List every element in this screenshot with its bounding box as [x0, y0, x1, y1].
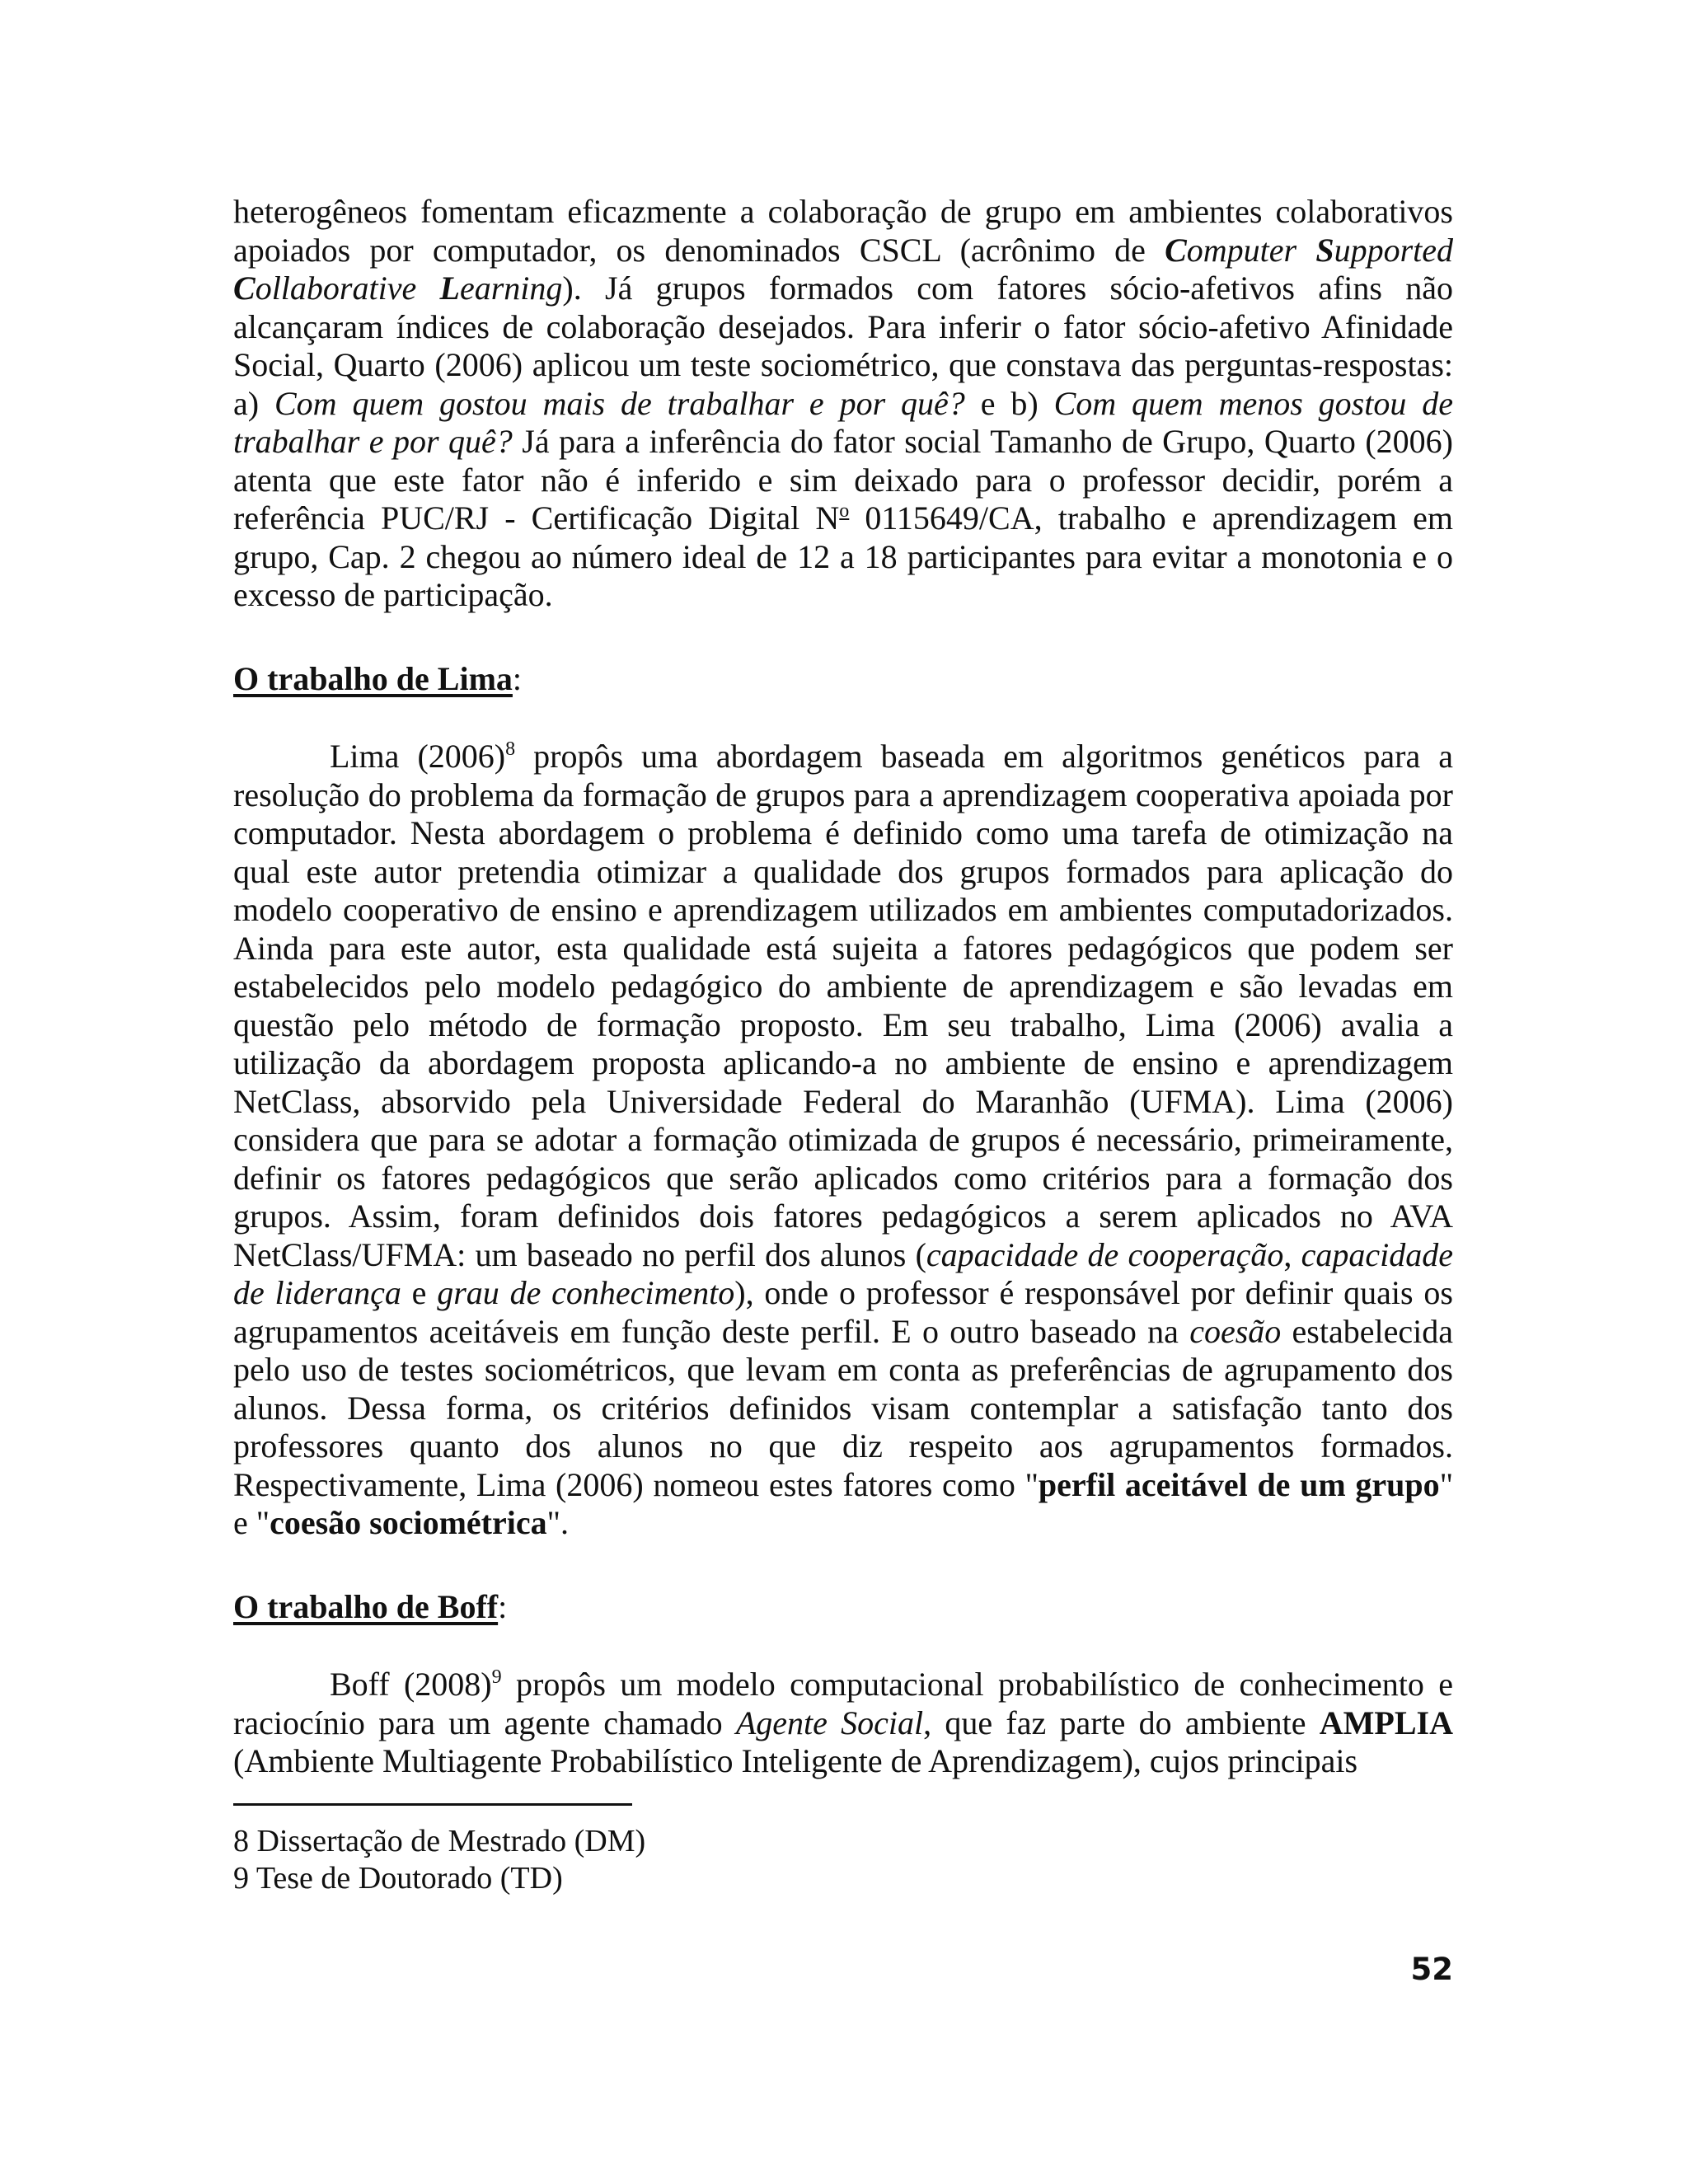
acronym-letter-l: L	[439, 269, 460, 307]
bold-term: perfil aceitável de um grupo	[1038, 1465, 1440, 1503]
acronym-letter-c2: C	[233, 269, 256, 307]
heading-colon: :	[498, 1587, 508, 1625]
paragraph-lima	[233, 738, 1453, 1543]
main-text	[233, 193, 1453, 1781]
paragraph-quarto-continuation	[233, 193, 1453, 615]
italic-term: grau de conhecimento	[437, 1274, 735, 1311]
footnotes	[233, 1823, 1453, 1897]
text-run: Lima (2006)	[330, 738, 506, 775]
acronym-letter-c: C	[1165, 231, 1187, 269]
text-run: Já para a inferência do fator social Tamanho de Grupo, Quarto (2006) atenta que este fator não é inferido e sim deixado para o professor decidir, porém a referência PUC/RJ - Certificação Digital N	[233, 423, 1454, 537]
text-run: (Ambiente Multiagente Probabilístico Inteligente de Aprendizagem), cujos principais	[233, 1742, 1358, 1779]
question-b: Com quem menos gostou de trabalhar e por quê?	[233, 384, 1453, 460]
heading-colon: :	[512, 659, 523, 697]
text-run: e	[401, 1274, 438, 1311]
text-run: upported	[1334, 231, 1454, 269]
page-number: 52	[1410, 1952, 1453, 1987]
heading-text: O trabalho de Lima	[233, 659, 513, 697]
section-heading-lima	[233, 660, 1453, 699]
text-run: ".	[546, 1504, 569, 1541]
footnote-ref-8: 8	[505, 738, 516, 760]
text-run: earning	[459, 269, 563, 307]
text-run: " e "	[233, 1465, 1454, 1541]
text-run: ,	[1283, 1235, 1301, 1273]
footnote-ref-9: 9	[491, 1666, 502, 1688]
text-run: propôs uma abordagem baseada em algoritmos genéticos para a resolução do problema da formação de grupos para a aprendizagem cooperativa apoiada por computador. Nesta abordagem o problema é definido como uma tarefa de otimização na qual este autor pretendia otimizar a qualidade dos grupos formados para aplicação do modelo cooperativo de ensino e aprendizagem utilizados em ambientes computadorizados. Ainda para este autor, esta qualidade está sujeita a fatores pedagógicos que podem ser estabelecidos pelo modelo pedagógico do ambiente de aprendizagem e são levadas em questão pelo método de formação proposto. Em seu trabalho, Lima (2006) avalia a utilização da abordagem proposta aplicando-a no ambiente de ensino e aprendizagem NetClass, absorvido pela Universidade Federal do Maranhão (UFMA). Lima (2006) considera que para se adotar a formação otimizada de grupos é necessário, primeiramente, definir os fatores pedagógicos que serão aplicados como critérios para a formação dos grupos. Assim, foram definidos dois fatores pedagógicos a serem aplicados no AVA NetClass/UFMA: um baseado no perfil dos alunos (	[233, 738, 1453, 1273]
heading-text: O trabalho de Boff	[233, 1587, 499, 1625]
italic-term: coesão	[1189, 1312, 1282, 1350]
footnote-separator	[233, 1803, 632, 1806]
text-run: omputer	[1186, 231, 1316, 269]
text-run: estabelecida pelo uso de testes sociométricos, que levam em conta as preferências de agrupamento dos alunos. Dessa forma, os critérios definidos visam contemplar a satisfação tanto dos professores quanto dos alunos no que diz respeito aos agrupamentos formados. Respectivamente, Lima (2006) nomeou estes fatores como "	[233, 1312, 1453, 1503]
text-run: ). Já grupos formados com fatores sócio-afetivos afins não alcançaram índices de colaboração desejados. Para inferir o fator sócio-afetivo Afinidade Social, Quarto (2006) aplicou um teste sociométrico, que constava das perguntas-respostas: a)	[233, 269, 1454, 422]
bold-term: AMPLIA	[1319, 1704, 1453, 1741]
text-run: ), onde o professor é responsável por definir quais os agrupamentos aceitáveis em função deste perfil. E o outro baseado na	[233, 1274, 1453, 1350]
text-run: ollaborative	[255, 269, 440, 307]
acronym-letter-s: S	[1315, 231, 1334, 269]
text-run: heterogêneos fomentam eficazmente a colaboração de grupo em ambientes colaborativos apoiados por computador, os denominados CSCL (acrônimo de	[233, 193, 1453, 269]
text-run: e b)	[964, 384, 1054, 422]
text-run: , que faz parte do ambiente	[923, 1704, 1320, 1741]
numero-superscript: o	[839, 500, 850, 522]
text-run: Boff (2008)	[330, 1666, 492, 1703]
footnote-9: 9 Tese de Doutorado (TD)	[233, 1861, 563, 1896]
section-heading-boff	[233, 1588, 1453, 1627]
text-run: propôs um modelo computacional probabilístico de conhecimento e raciocínio para um agente chamado	[233, 1666, 1453, 1741]
bold-term: coesão sociométrica	[270, 1504, 547, 1541]
paragraph-boff	[233, 1666, 1453, 1781]
text-run: 0115649/CA, trabalho e aprendizagem em grupo, Cap. 2 chegou ao número ideal de 12 a 18 participantes para evitar a monotonia e o excesso de participação.	[233, 499, 1453, 613]
italic-term: capacidade de liderança	[233, 1235, 1453, 1311]
question-a: Com quem gostou mais de trabalhar e por quê?	[274, 384, 965, 422]
italic-term: capacidade de cooperação	[926, 1235, 1284, 1273]
italic-term: Agente Social	[735, 1704, 924, 1741]
footnote-8: 8 Dissertação de Mestrado (DM)	[233, 1824, 646, 1858]
